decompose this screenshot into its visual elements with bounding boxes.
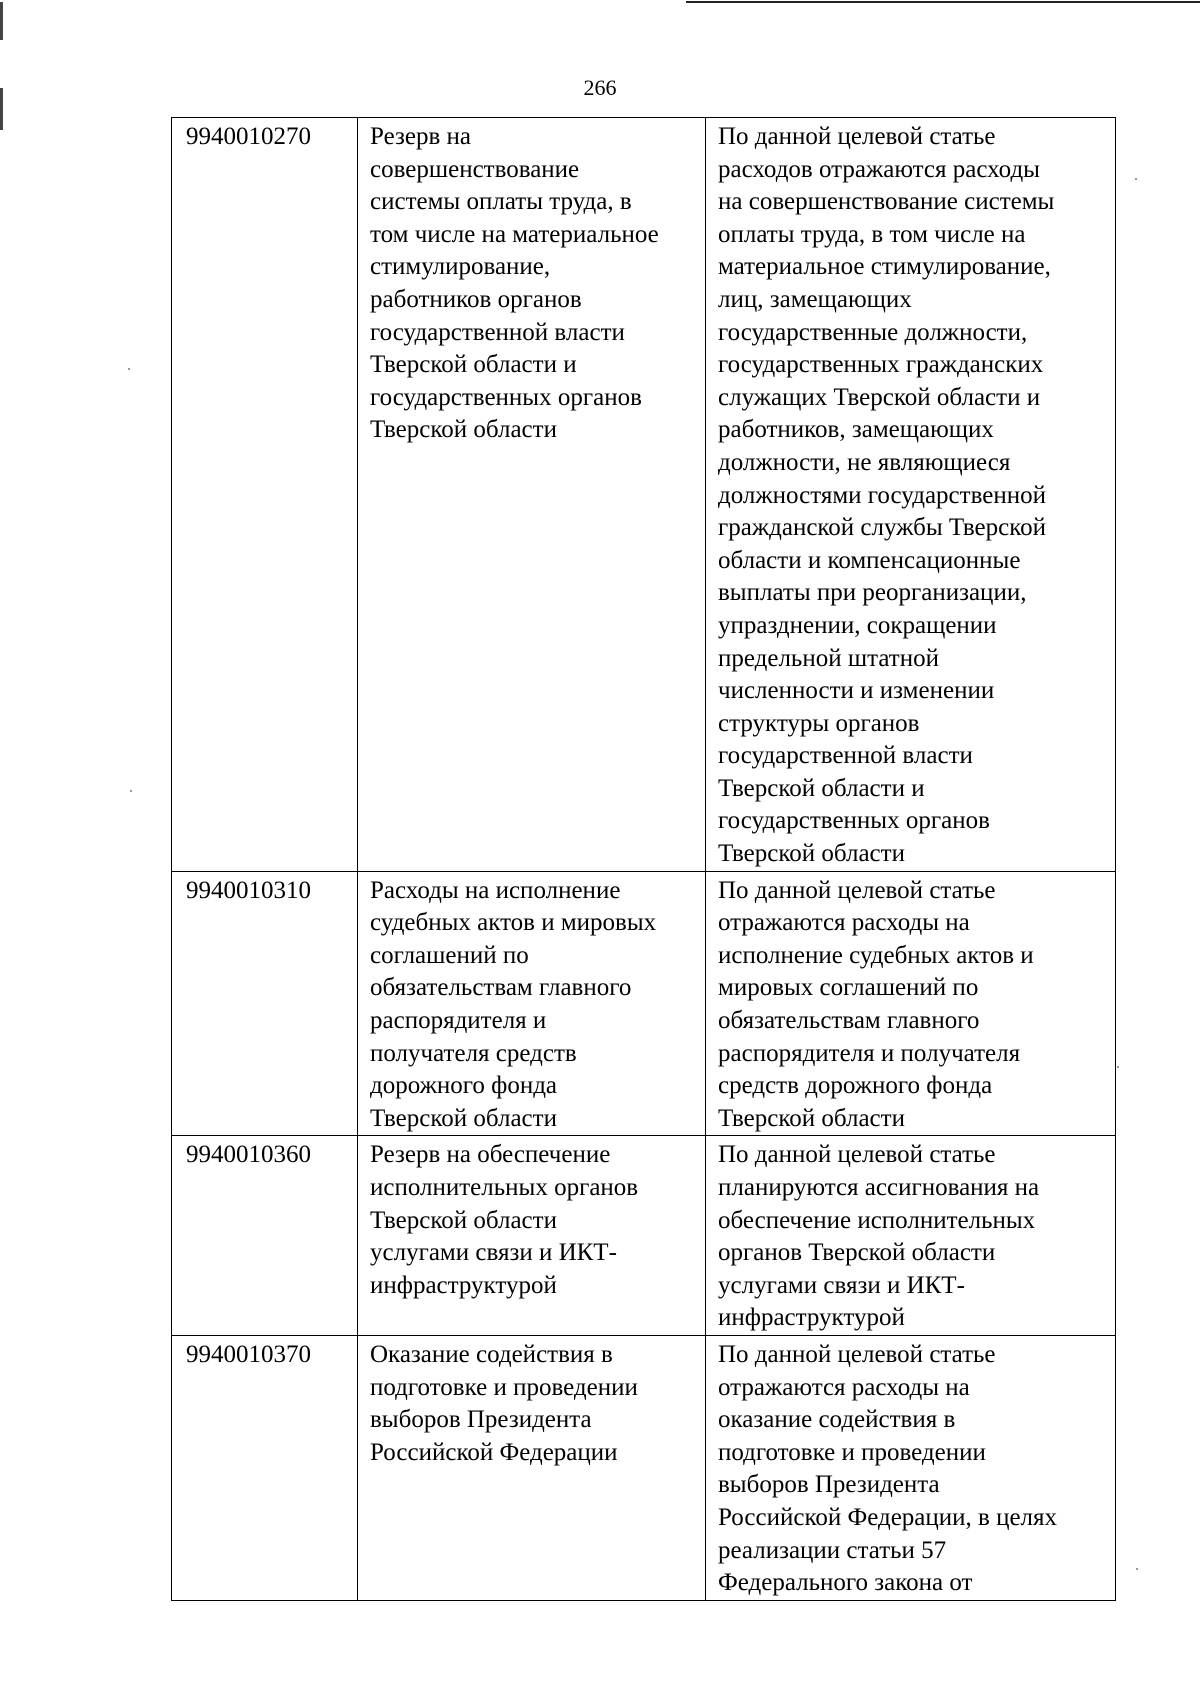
code-cell [172,1335,358,1600]
name-line: подготовке и проведении [370,1373,638,1401]
description-line: области и компенсационные [718,546,1021,574]
name-line: том числе на материальное [370,220,659,248]
article-code: 9940010310 [186,876,311,904]
name-line: инфраструктурой [370,1271,557,1299]
scan-speck [128,368,130,370]
description-line: планируются ассигнования на [718,1174,1040,1201]
name-line: получателя средств [370,1039,577,1067]
description-line: мировых соглашений по [718,974,979,1002]
description-cell [706,1136,1116,1336]
name-line: государственных органов [370,383,642,411]
description-cell [706,118,1116,872]
description-line: государственных гражданских [718,351,1044,379]
scan-speck [1135,178,1137,180]
name-line: работников органов [370,285,582,313]
name-line: Расходы на исполнение [370,876,621,904]
description-line: По данной целевой статье [718,1340,996,1368]
description-line: Российской Федерации, в целях [718,1503,1058,1531]
description-line: подготовке и проведении [718,1438,986,1466]
article-code: 9940010370 [186,1340,311,1368]
description-line: распорядителя и получателя [718,1039,1021,1067]
description-line: упразднении, сокращении [718,611,997,639]
scan-speck [1136,1568,1138,1570]
description-line: реализации статьи 57 [718,1536,947,1564]
scan-speck [1117,1066,1119,1068]
description-line: структуры органов [718,709,920,737]
description-line: работников, замещающих [718,416,994,444]
description-line: отражаются расходы на [718,909,970,937]
description-line: служащих Тверской области и [718,383,1041,411]
name-cell [358,118,706,872]
name-line: Резерв на [370,123,471,150]
code-cell [172,118,358,872]
description-line: материальное стимулирование, [718,253,1051,281]
name-line: Тверской области и [370,351,577,379]
description-line: оплаты труда, в том числе на [718,220,1026,248]
table-row [172,1335,1116,1600]
name-line: Оказание содействия в [370,1340,613,1368]
name-line: Тверской области [370,416,557,444]
description-line: выборов Президента [718,1471,940,1499]
page-number: 266 [583,75,617,100]
name-line: обязательствам главного [370,974,632,1002]
name-line: дорожного фонда [370,1072,558,1100]
name-line: исполнительных органов [370,1174,639,1201]
name-line: совершенствование [370,155,580,183]
scan-top-edge [686,1,1200,3]
description-line: гражданской службы Тверской [718,514,1047,542]
name-line: государственной власти [370,318,625,346]
description-line: лиц, замещающих [718,285,912,313]
scan-speck [130,790,132,792]
description-line: обеспечение исполнительных [718,1206,1036,1234]
name-line: Тверской области [370,1206,557,1234]
description-line: По данной целевой статье [718,876,996,904]
description-line: государственных органов [718,807,990,835]
name-cell [358,871,706,1136]
description-line: государственной власти [718,742,973,770]
name-line: Резерв на обеспечение [370,1141,611,1169]
description-line: услугами связи и ИКТ- [718,1271,965,1299]
name-line: системы оплаты труда, в [370,188,632,216]
code-cell [172,1136,358,1336]
code-cell [172,871,358,1136]
description-line: обязательствам главного [718,1007,980,1035]
name-cell [358,1136,706,1336]
description-line: должностями государственной [718,481,1046,509]
name-line: стимулирование, [370,253,551,281]
description-line: По данной целевой статье [718,123,996,150]
description-line: расходов отражаются расходы [718,155,1040,183]
name-line: услугами связи и ИКТ- [370,1239,617,1267]
description-line: исполнение судебных актов и [718,941,1034,969]
name-cell [358,1335,706,1600]
description-line: численности и изменении [718,677,995,705]
description-line: предельной штатной [718,644,939,672]
name-line: судебных актов и мировых [370,909,657,937]
table-row [172,118,1116,872]
table-row [172,1136,1116,1336]
name-line: Российской Федерации [370,1438,618,1466]
description-line: Тверской области [718,840,905,868]
description-cell [706,871,1116,1136]
description-line: выплаты при реорганизации, [718,579,1027,607]
description-line: инфраструктурой [718,1304,905,1332]
description-line: Тверской области [718,1104,905,1132]
description-line: должности, не являющиеся [718,448,1011,476]
name-line: распорядителя и [370,1007,547,1035]
target-articles-table [171,117,1116,1601]
description-line: органов Тверской области [718,1239,996,1267]
name-line: выборов Президента [370,1406,592,1434]
scan-left-mark [0,2,3,40]
description-line: По данной целевой статье [718,1141,996,1169]
description-cell [706,1335,1116,1600]
description-line: Тверской области и [718,774,925,802]
article-code: 9940010360 [186,1141,311,1169]
description-line: оказание содействия в [718,1406,956,1434]
name-line: соглашений по [370,941,529,969]
article-code: 9940010270 [186,123,311,150]
description-line: на совершенствование системы [718,188,1055,216]
name-line: Тверской области [370,1104,557,1132]
description-line: Федерального закона от [718,1569,973,1597]
description-line: государственные должности, [718,318,1028,346]
description-line: средств дорожного фонда [718,1072,993,1100]
table-row [172,871,1116,1136]
description-line: отражаются расходы на [718,1373,970,1401]
